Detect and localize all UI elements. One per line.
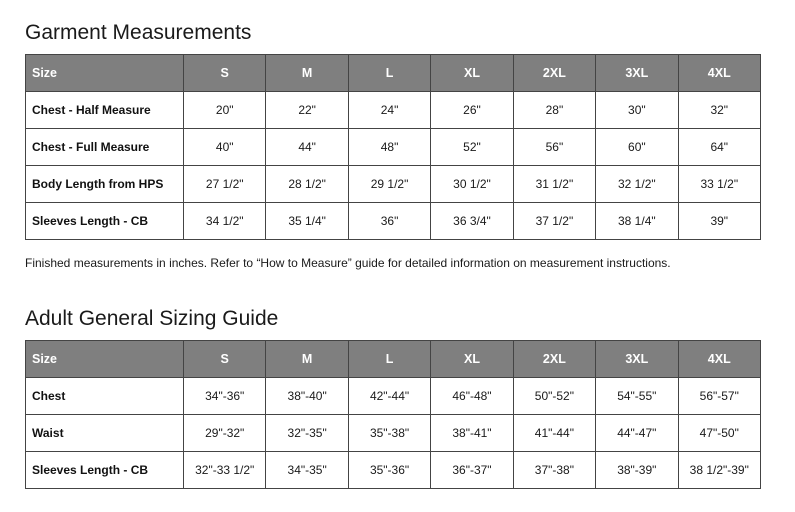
table-cell: 33 1/2"	[678, 166, 760, 203]
table-cell: 36"	[348, 203, 430, 240]
column-header-4xl: 4XL	[678, 55, 760, 92]
table-cell: 56"	[513, 129, 595, 166]
garment-measurements-title: Garment Measurements	[25, 21, 252, 44]
garment-measurements-table	[25, 54, 761, 240]
table-cell: 30 1/2"	[431, 166, 513, 203]
row-label: Chest	[26, 378, 184, 415]
adult-sizing-guide-title: Adult General Sizing Guide	[25, 307, 279, 330]
column-header-l: L	[348, 341, 430, 378]
table-cell: 35"-36"	[348, 452, 430, 489]
table-cell: 24"	[348, 92, 430, 129]
table-row	[26, 166, 761, 203]
table-cell: 47"-50"	[678, 415, 760, 452]
measurement-note: Finished measurements in inches. Refer to “How to Measure” guide for detailed information on measurement instructions.	[25, 256, 671, 270]
table-cell: 60"	[596, 129, 678, 166]
row-label: Chest - Half Measure	[26, 92, 184, 129]
table-cell: 54"-55"	[596, 378, 678, 415]
table-cell: 32"-35"	[266, 415, 348, 452]
table-cell: 37"-38"	[513, 452, 595, 489]
column-header-3xl: 3XL	[596, 341, 678, 378]
table-cell: 38"-41"	[431, 415, 513, 452]
table-cell: 44"	[266, 129, 348, 166]
table-row	[26, 203, 761, 240]
column-header-3xl: 3XL	[596, 55, 678, 92]
table-cell: 28 1/2"	[266, 166, 348, 203]
table-row	[26, 452, 761, 489]
column-header-s: S	[184, 55, 266, 92]
table-cell: 32"	[678, 92, 760, 129]
table-cell: 32 1/2"	[596, 166, 678, 203]
table-cell: 22"	[266, 92, 348, 129]
table-cell: 44"-47"	[596, 415, 678, 452]
column-header-m: M	[266, 55, 348, 92]
table-cell: 30"	[596, 92, 678, 129]
column-header-4xl: 4XL	[678, 341, 760, 378]
table-header-row	[26, 55, 761, 92]
row-label: Sleeves Length - CB	[26, 203, 184, 240]
table-row	[26, 129, 761, 166]
table-cell: 35"-38"	[348, 415, 430, 452]
table-cell: 50"-52"	[513, 378, 595, 415]
table-cell: 36"-37"	[431, 452, 513, 489]
table-cell: 40"	[184, 129, 266, 166]
column-header-m: M	[266, 341, 348, 378]
row-label: Body Length from HPS	[26, 166, 184, 203]
table-cell: 42"-44"	[348, 378, 430, 415]
table-cell: 46"-48"	[431, 378, 513, 415]
column-header-xl: XL	[431, 55, 513, 92]
table-cell: 34"-36"	[184, 378, 266, 415]
table-cell: 34 1/2"	[184, 203, 266, 240]
table-header-row	[26, 341, 761, 378]
table-cell: 38"-39"	[596, 452, 678, 489]
table-cell: 38 1/4"	[596, 203, 678, 240]
table-cell: 48"	[348, 129, 430, 166]
table-cell: 27 1/2"	[184, 166, 266, 203]
column-header-s: S	[184, 341, 266, 378]
column-header-2xl: 2XL	[513, 55, 595, 92]
table-cell: 26"	[431, 92, 513, 129]
table-cell: 52"	[431, 129, 513, 166]
row-label: Sleeves Length - CB	[26, 452, 184, 489]
table-cell: 39"	[678, 203, 760, 240]
column-header-size: Size	[26, 55, 184, 92]
column-header-xl: XL	[431, 341, 513, 378]
table-row	[26, 92, 761, 129]
table-cell: 36 3/4"	[431, 203, 513, 240]
table-cell: 29"-32"	[184, 415, 266, 452]
table-cell: 38 1/2"-39"	[678, 452, 760, 489]
row-label: Chest - Full Measure	[26, 129, 184, 166]
table-cell: 31 1/2"	[513, 166, 595, 203]
table-row	[26, 378, 761, 415]
table-cell: 56"-57"	[678, 378, 760, 415]
adult-sizing-table	[25, 340, 761, 489]
table-cell: 41"-44"	[513, 415, 595, 452]
table-cell: 38"-40"	[266, 378, 348, 415]
table-cell: 32"-33 1/2"	[184, 452, 266, 489]
column-header-size: Size	[26, 341, 184, 378]
table-cell: 37 1/2"	[513, 203, 595, 240]
table-cell: 29 1/2"	[348, 166, 430, 203]
column-header-l: L	[348, 55, 430, 92]
column-header-2xl: 2XL	[513, 341, 595, 378]
table-cell: 35 1/4"	[266, 203, 348, 240]
table-cell: 20"	[184, 92, 266, 129]
row-label: Waist	[26, 415, 184, 452]
table-cell: 64"	[678, 129, 760, 166]
table-cell: 34"-35"	[266, 452, 348, 489]
table-cell: 28"	[513, 92, 595, 129]
table-row	[26, 415, 761, 452]
